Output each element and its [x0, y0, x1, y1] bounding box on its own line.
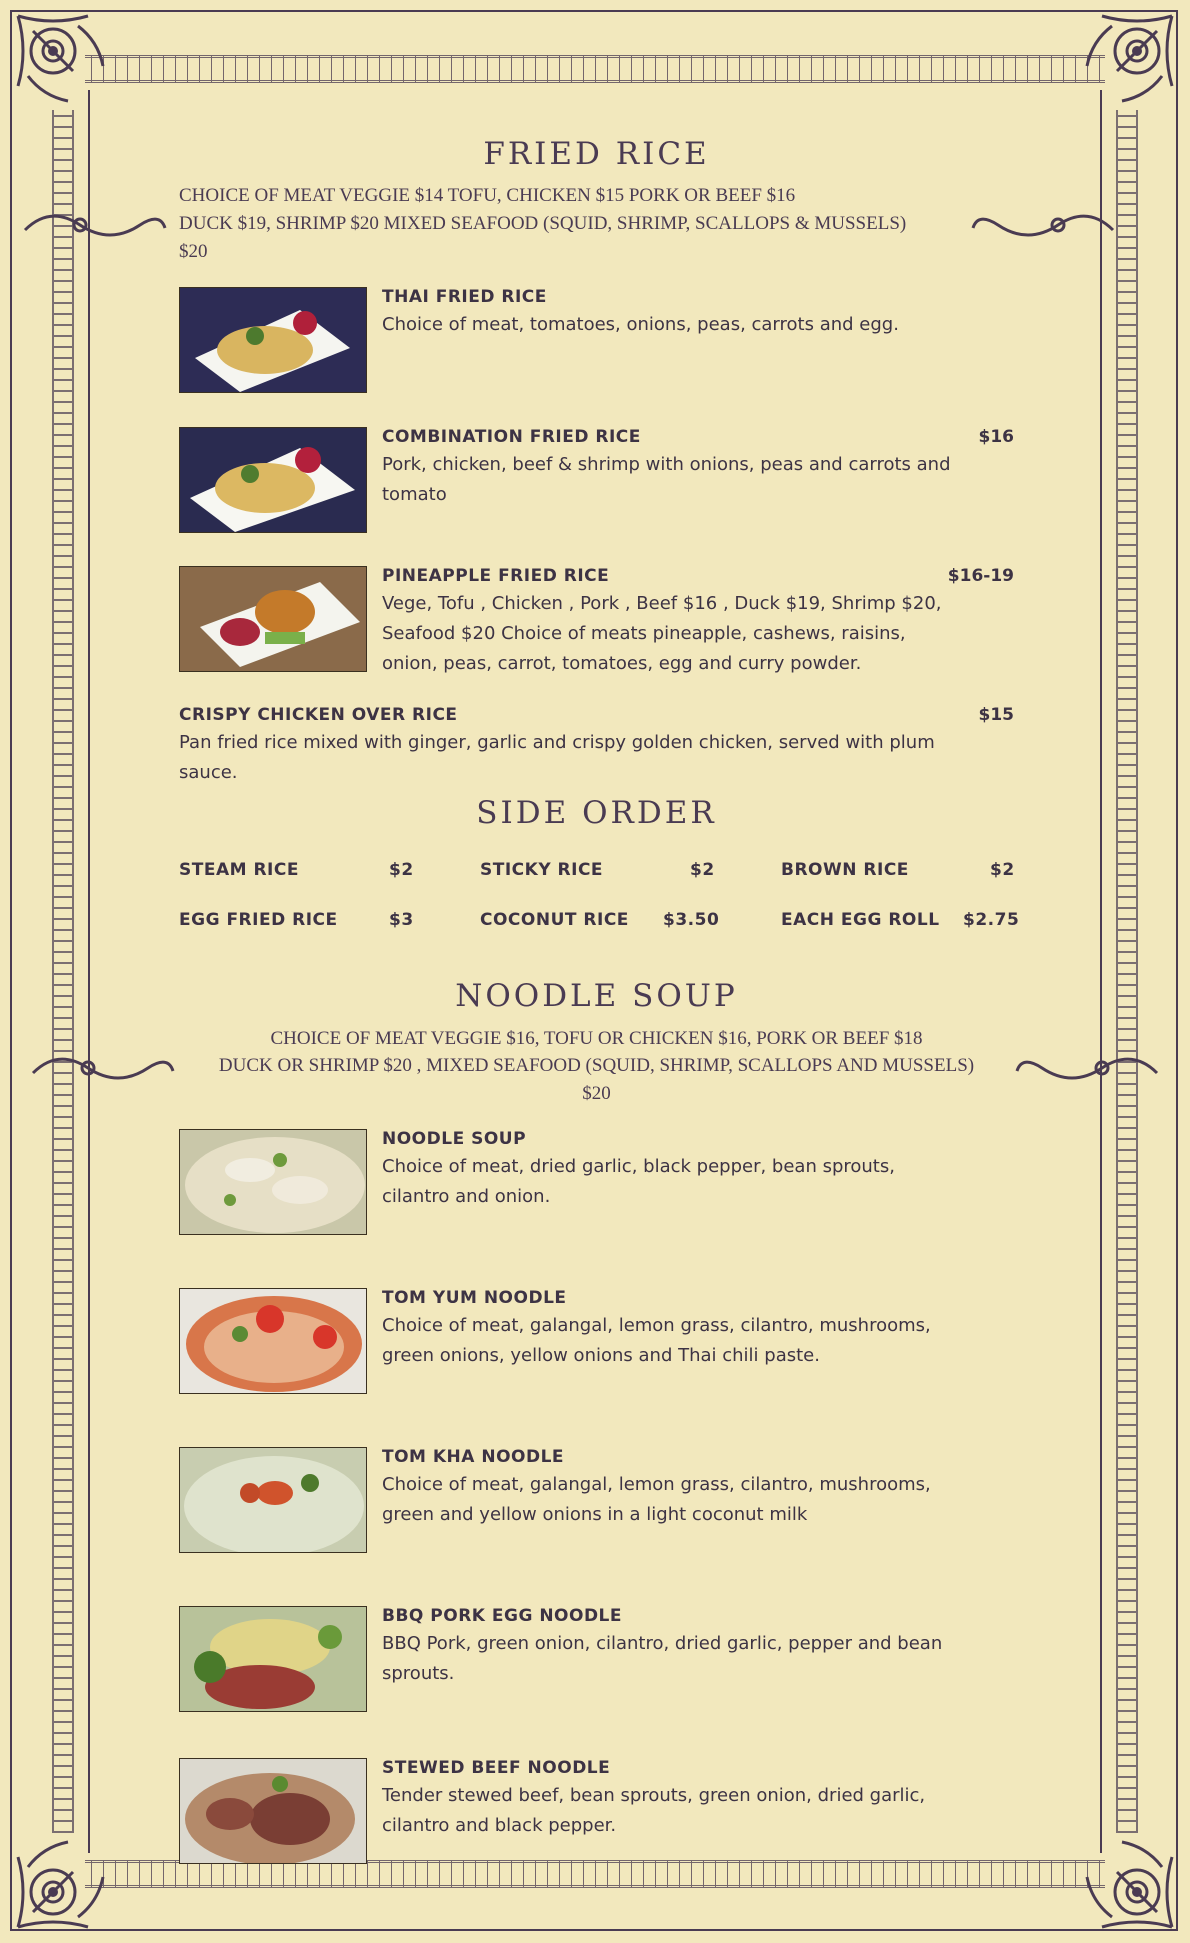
fried-rice-choice-line-3: $20 [179, 241, 208, 262]
side-item-price: $2 [389, 860, 414, 880]
side-item-name: STICKY RICE [480, 860, 604, 880]
item-description: Choice of meat, galangal, lemon grass, cilantro, mushrooms, green onions, yellow onions and Thai chili paste. [382, 1315, 931, 1366]
corner-flourish-icon [8, 6, 118, 116]
item-description: Pan fried rice mixed with ginger, garlic and crispy golden chicken, served with plum sauce. [179, 732, 935, 783]
item-name: STEWED BEEF NOODLE [382, 1758, 611, 1778]
item-name: CRISPY CHICKEN OVER RICE [179, 705, 458, 725]
swirl-ornament-icon [20, 200, 170, 250]
corner-flourish-icon [1072, 1827, 1182, 1937]
item-name: BBQ PORK EGG NOODLE [382, 1606, 623, 1626]
item-description: Choice of meat, dried garlic, black pepper, bean sprouts, cilantro and onion. [382, 1156, 895, 1207]
fried-rice-choice-line-2: DUCK $19, SHRIMP $20 MIXED SEAFOOD (SQUID, SHRIMP, SCALLOPS & MUSSELS) [179, 213, 907, 234]
item-name: NOODLE SOUP [382, 1129, 527, 1149]
left-border-ornament [52, 110, 74, 1833]
item-description: Choice of meat, tomatoes, onions, peas, carrots and egg. [382, 314, 899, 335]
side-item-name: EACH EGG ROLL [781, 910, 940, 930]
food-photo [179, 1447, 367, 1553]
food-photo [179, 1758, 367, 1864]
side-item-name: COCONUT RICE [480, 910, 629, 930]
food-photo [179, 1288, 367, 1394]
food-photo [179, 1606, 367, 1712]
side-item-price: $2 [690, 860, 715, 880]
food-photo [179, 566, 367, 672]
bottom-border-ornament [85, 1860, 1105, 1888]
food-photo [179, 287, 367, 393]
noodle-choice-line-3: $20 [582, 1083, 611, 1104]
item-price: $16 [978, 427, 1014, 447]
right-inner-line [1100, 90, 1102, 1853]
side-item-name: BROWN RICE [781, 860, 909, 880]
item-description: BBQ Pork, green onion, cilantro, dried garlic, pepper and bean sprouts. [382, 1633, 943, 1684]
item-description: Vege, Tofu , Chicken , Pork , Beef $16 , Duck $19, Shrimp $20, Seafood $20 Choice of meats pineapple, cashews, raisins, onion, peas, carrot, tomatoes, egg and curry powder. [382, 593, 942, 674]
side-item-price: $2.75 [963, 910, 1020, 930]
item-price: $15 [978, 705, 1014, 725]
noodle-choice-line-2: DUCK OR SHRIMP $20 , MIXED SEAFOOD (SQUID, SHRIMP, SCALLOPS AND MUSSELS) [218, 1055, 975, 1076]
side-item-name: EGG FRIED RICE [179, 910, 338, 930]
noodle-choice-line-1: CHOICE OF MEAT VEGGIE $16, TOFU OR CHICKEN $16, PORK OR BEEF $18 [270, 1028, 923, 1049]
swirl-ornament-icon [28, 1043, 178, 1093]
corner-flourish-icon [8, 1827, 118, 1937]
item-description: Tender stewed beef, bean sprouts, green onion, dried garlic, cilantro and black pepper. [382, 1785, 926, 1836]
food-photo [179, 1129, 367, 1235]
fried-rice-choice-line-1: CHOICE OF MEAT VEGGIE $14 TOFU, CHICKEN $15 PORK OR BEEF $16 [179, 185, 796, 206]
left-inner-line [88, 90, 90, 1853]
side-item-name: STEAM RICE [179, 860, 299, 880]
item-description: Choice of meat, galangal, lemon grass, cilantro, mushrooms, green and yellow onions in a light coconut milk [382, 1474, 931, 1525]
side-item-price: $3 [389, 910, 414, 930]
section-title-noodle-soup: NOODLE SOUP [455, 978, 738, 1014]
food-photo [179, 427, 367, 533]
swirl-ornament-icon [1012, 1043, 1162, 1093]
item-name: THAI FRIED RICE [382, 287, 547, 307]
side-item-price: $2 [990, 860, 1015, 880]
corner-flourish-icon [1072, 6, 1182, 116]
section-title-fried-rice: FRIED RICE [483, 136, 710, 172]
item-price: $16-19 [947, 566, 1014, 586]
item-description: Pork, chicken, beef & shrimp with onions, peas and carrots and tomato [382, 454, 951, 505]
item-name: TOM YUM NOODLE [382, 1288, 567, 1308]
top-border-ornament [85, 55, 1105, 83]
item-name: PINEAPPLE FRIED RICE [382, 566, 610, 586]
right-border-ornament [1116, 110, 1138, 1833]
swirl-ornament-icon [968, 200, 1118, 250]
side-item-price: $3.50 [663, 910, 720, 930]
item-name: COMBINATION FRIED RICE [382, 427, 641, 447]
item-name: TOM KHA NOODLE [382, 1447, 565, 1467]
section-title-side-order: SIDE ORDER [476, 795, 717, 831]
